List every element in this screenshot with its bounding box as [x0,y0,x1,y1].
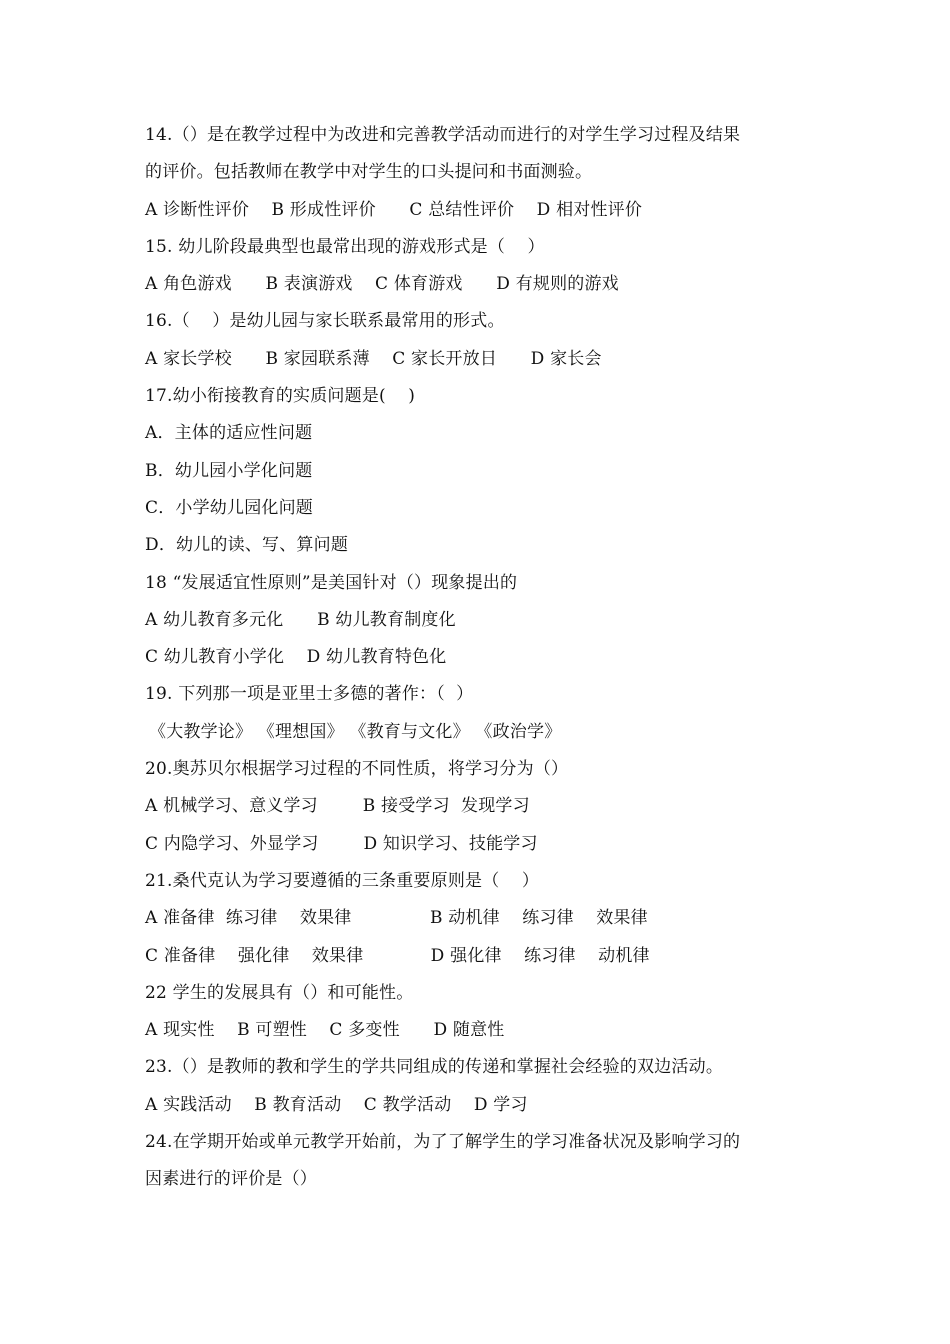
q18-options-cd: C 幼儿教育小学化 D 幼儿教育特色化 [145,647,447,668]
q14-text-line2: 的评价。包括教师在教学中对学生的口头提问和书面测验。 [145,162,593,183]
q16-options: A 家长学校 B 家园联系薄 C 家长开放日 D 家长会 [145,348,602,369]
q20-options-ab: A 机械学习、意义学习 B 接受学习 发现学习 [145,796,530,817]
q24-text-line1: 24.在学期开始或单元教学开始前，为了了解学生的学习准备状况及影响学习的 [145,1132,741,1153]
q22-options: A 现实性 B 可塑性 C 多变性 D 随意性 [145,1020,505,1041]
q24-text-line2: 因素进行的评价是（） [145,1169,317,1190]
q23-options: A 实践活动 B 教育活动 C 教学活动 D 学习 [145,1094,528,1115]
q22-text: 22 学生的发展具有（）和可能性。 [145,982,414,1003]
q17-option-d: D．幼儿的读、写、算问题 [145,535,349,556]
q17-option-c: C．小学幼儿园化问题 [145,497,314,518]
q21-options-cd: C 准备律 强化律 效果律 D 强化律 练习律 动机律 [145,945,650,966]
q15-options: A 角色游戏 B 表演游戏 C 体育游戏 D 有规则的游戏 [145,274,619,295]
q20-text: 20.奥苏贝尔根据学习过程的不同性质，将学习分为（） [145,759,569,780]
q14-text-line1: 14.（）是在教学过程中为改进和完善教学活动而进行的对学生学习过程及结果 [145,125,741,145]
q18-options-ab: A 幼儿教育多元化 B 幼儿教育制度化 [145,609,456,630]
q20-options-cd: C 内隐学习、外显学习 D 知识学习、技能学习 [145,833,538,854]
q14-options: A 诊断性评价 B 形成性评价 C 总结性评价 D 相对性评价 [145,199,643,220]
q17-option-a: A．主体的适应性问题 [145,423,313,444]
q17-option-b: B．幼儿园小学化问题 [145,460,313,481]
q19-options: 《大教学论》 《理想国》 《教育与文化》 《政治学》 [149,721,562,742]
q16-text: 16.（ ）是幼儿园与家长联系最常用的形式。 [145,311,505,332]
q21-text: 21.桑代克认为学习要遵循的三条重要原则是（ ） [145,870,540,891]
q23-text: 23.（）是教师的教和学生的学共同组成的传递和掌握社会经验的双边活动。 [145,1057,724,1078]
q21-options-ab: A 准备律 练习律 效果律 B 动机律 练习律 效果律 [145,908,648,929]
q18-text: 18 “发展适宜性原则”是美国针对（）现象提出的 [145,572,518,593]
document-page [145,117,825,1199]
q15-text: 15. 幼儿阶段最典型也最常出现的游戏形式是（ ） [145,236,545,257]
q19-text: 19. 下列那一项是亚里士多德的著作：（ ） [145,684,474,705]
q17-text: 17.幼小衔接教育的实质问题是( ) [145,386,416,407]
